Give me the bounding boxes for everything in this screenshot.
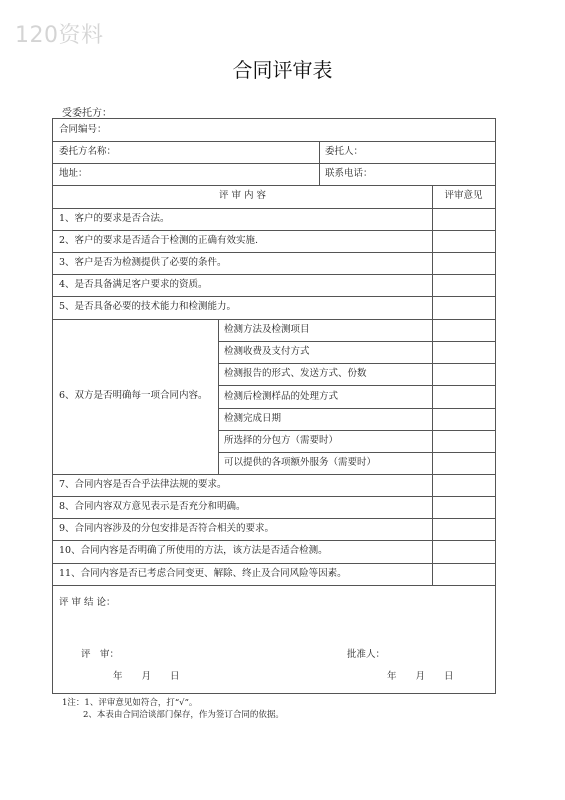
col-divider — [432, 186, 433, 585]
row-divider — [53, 185, 495, 186]
entrust-person-label: 委托人： — [325, 146, 364, 157]
col-divider — [319, 141, 320, 185]
subrow-divider — [218, 363, 495, 364]
review-subitem: 检测报告的形式、发送方式、份数 — [224, 368, 367, 379]
review-item: 4、是否具备满足客户要求的资质。 — [59, 279, 208, 290]
review-subitem: 可以提供的各项额外服务（需要时） — [224, 457, 377, 468]
col-divider — [218, 319, 219, 474]
subrow-divider — [218, 408, 495, 409]
date-left: 年 月 日 — [113, 671, 180, 682]
reviewer-label: 评 审： — [81, 649, 120, 660]
review-item: 8、合同内容双方意见表示是否充分和明确。 — [59, 501, 246, 512]
contract-no-label: 合同编号： — [59, 124, 107, 135]
row-divider — [53, 208, 495, 209]
subrow-divider — [218, 341, 495, 342]
note-2: 2、本表由合同洽谈部门保存，作为签订合同的依据。 — [83, 710, 284, 720]
conclusion-label: 评 审 结 论： — [59, 597, 116, 608]
review-item: 9、合同内容涉及的分包安排是否符合相关的要求。 — [59, 523, 275, 534]
page-title: 合同评审表 — [232, 58, 333, 82]
date-right: 年 月 日 — [387, 671, 454, 682]
client-name-label: 委托方名称： — [59, 146, 117, 157]
approver-label: 批准人： — [347, 649, 386, 660]
row-divider — [53, 585, 495, 586]
client-label: 受委托方： — [62, 108, 112, 119]
note-1: 1注：1、评审意见如符合，打“√”。 — [62, 698, 198, 708]
address-label: 地址： — [59, 168, 88, 179]
header-opinion: 评审意见 — [444, 190, 483, 201]
review-subitem: 检测后检测样品的处理方式 — [224, 391, 339, 402]
review-item: 10、合同内容是否明确了所使用的方法，该方法是否适合检测。 — [59, 545, 328, 556]
review-item: 1、客户的要求是否合法。 — [59, 213, 170, 224]
row-divider — [53, 274, 495, 275]
row-divider — [53, 540, 495, 541]
review-item: 11、合同内容是否已考虑合同变更、解除、终止及合同风险等因素。 — [59, 568, 347, 579]
review-subitem: 所选择的分包方（需要时） — [224, 435, 339, 446]
row-divider — [53, 296, 495, 297]
review-item: 7、合同内容是否合乎法律法规的要求。 — [59, 479, 227, 490]
row-divider — [53, 496, 495, 497]
notes — [62, 697, 284, 721]
subrow-divider — [218, 430, 495, 431]
row-divider — [53, 163, 495, 164]
phone-label: 联系电话： — [325, 168, 373, 179]
review-item: 2、客户的要求是否适合于检测的正确有效实施. — [59, 235, 259, 246]
review-subitem: 检测收费及支付方式 — [224, 346, 310, 357]
review-subitem: 检测方法及检测项目 — [224, 324, 310, 335]
review-subitem: 检测完成日期 — [224, 413, 282, 424]
review-item: 5、是否具备必要的技术能力和检测能力。 — [59, 301, 237, 312]
row-divider — [53, 518, 495, 519]
review-table — [52, 118, 496, 694]
row-divider — [53, 319, 495, 320]
subrow-divider — [218, 452, 495, 453]
row-divider — [53, 141, 495, 142]
row-divider — [53, 230, 495, 231]
row-divider — [53, 474, 495, 475]
row-divider — [53, 252, 495, 253]
header-content: 评 审 内 容 — [218, 190, 267, 201]
watermark: 120资料 — [15, 23, 104, 48]
row-divider — [53, 563, 495, 564]
subrow-divider — [218, 385, 495, 386]
review-item-6: 6、双方是否明确每一项合同内容。 — [59, 390, 208, 401]
review-item: 3、客户是否为检测提供了必要的条件。 — [59, 257, 227, 268]
